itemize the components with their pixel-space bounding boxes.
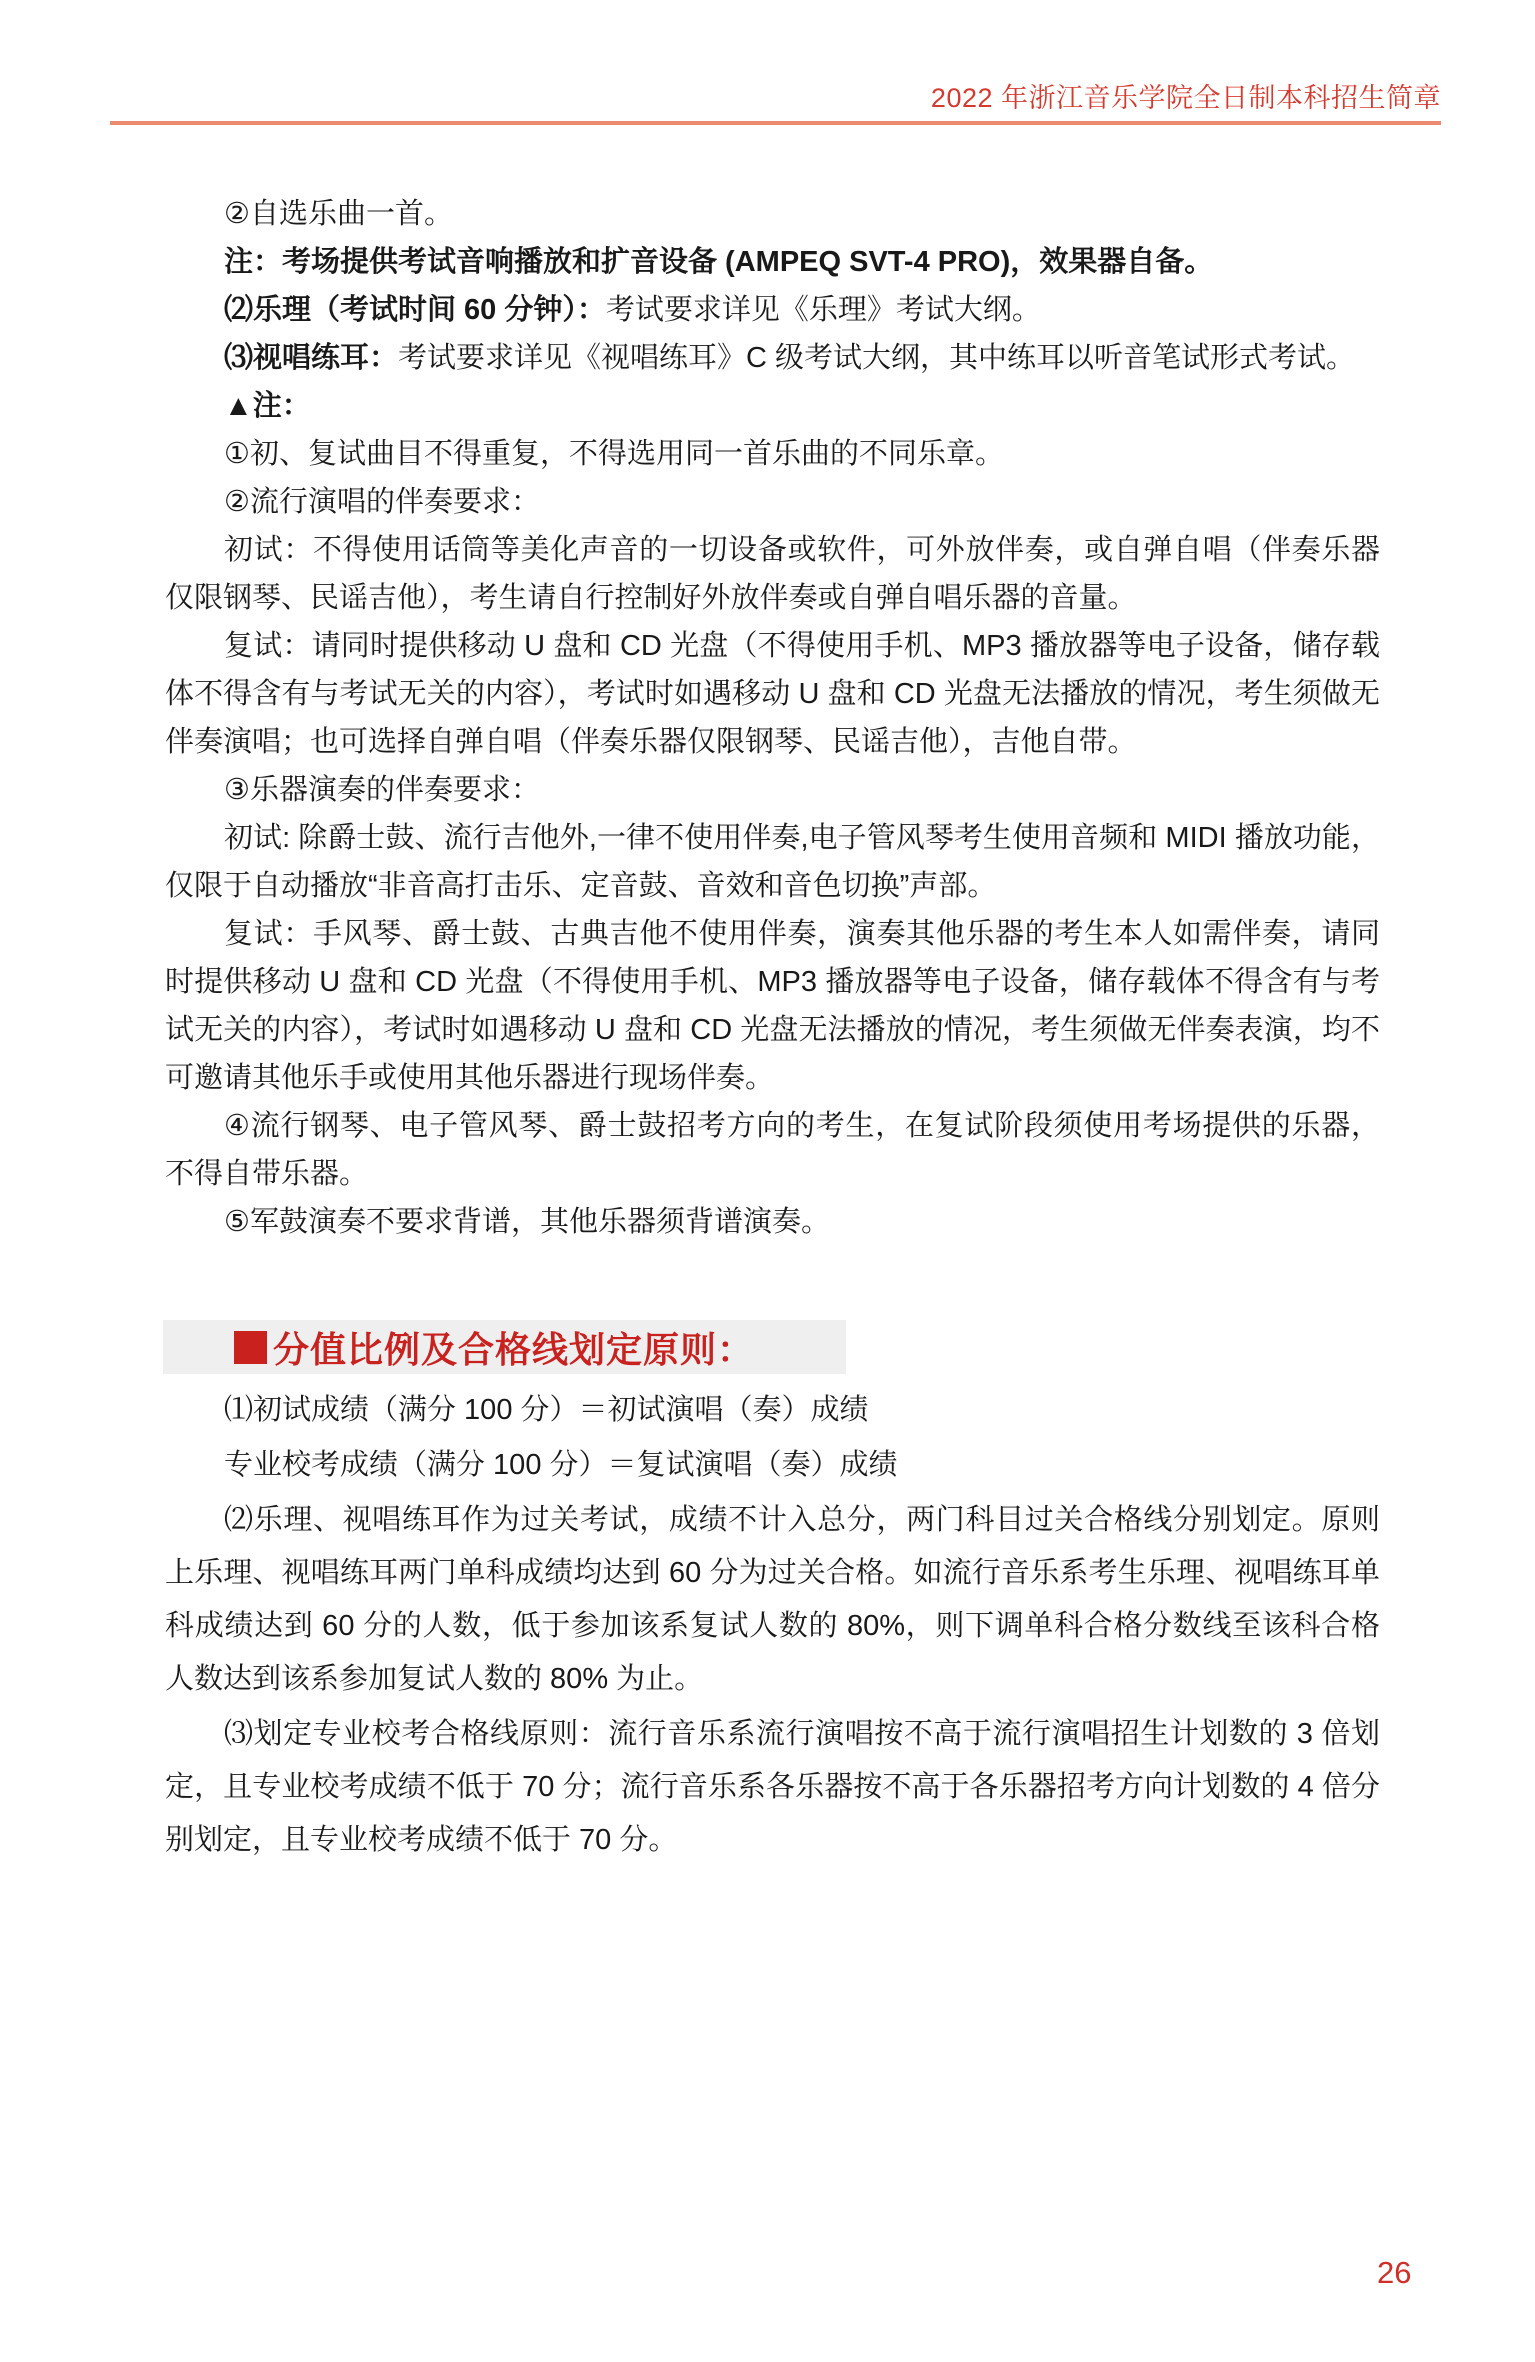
- exam-notes-section: [165, 190, 1380, 1246]
- paragraph: [165, 478, 1380, 526]
- paragraph: [165, 1102, 1380, 1198]
- text-run: ▲注：: [224, 390, 311, 422]
- header-divider: [110, 121, 1441, 125]
- text-run: 初试: 除爵士鼓、流行吉他外,一律不使用伴奏,电子管风琴考生使用音频和 MIDI 播放功能，仅限于自动播放“非音高打击乐、定音鼓、音效和音色切换”声部。: [165, 822, 1380, 902]
- paragraph: [165, 334, 1380, 382]
- text-run: ③乐器演奏的伴奏要求：: [224, 774, 540, 806]
- paragraph: [165, 238, 1380, 286]
- text-run: ⑶视唱练耳：: [224, 342, 399, 374]
- score-ratio-section: [165, 1384, 1380, 1869]
- section-bullet-icon: [234, 1331, 267, 1364]
- paragraph: [165, 766, 1380, 814]
- text-run: ⑤军鼓演奏不要求背谱，其他乐器须背谱演奏。: [224, 1206, 830, 1238]
- paragraph: [165, 526, 1380, 622]
- text-run: 考试要求详见《乐理》考试大纲。: [605, 294, 1041, 326]
- text-run: ⑶划定专业校考合格线原则：流行音乐系流行演唱按不高于流行演唱招生计划数的 3 倍划定，且专业校考成绩不低于 70 分；流行音乐系各乐器按不高于各乐器招考方向计划数的 4 倍分别划定，且专业校考成绩不低于 70 分。: [165, 1718, 1380, 1856]
- text-run: ①初、复试曲目不得重复，不得选用同一首乐曲的不同乐章。: [224, 438, 1004, 470]
- text-run: ②流行演唱的伴奏要求：: [224, 486, 540, 518]
- paragraph: [165, 622, 1380, 766]
- header-title: 2022 年浙江音乐学院全日制本科招生简章: [930, 83, 1441, 113]
- text-run: ⑴初试成绩（满分 100 分）＝初试演唱（奏）成绩: [224, 1394, 869, 1426]
- text-run: 专业校考成绩（满分 100 分）＝复试演唱（奏）成绩: [224, 1449, 898, 1481]
- paragraph: [165, 910, 1380, 1102]
- text-run: 复试：手风琴、爵士鼓、古典吉他不使用伴奏，演奏其他乐器的考生本人如需伴奏，请同时提供移动 U 盘和 CD 光盘（不得使用手机、MP3 播放器等电子设备，储存载体不得含有与考试无关的内容），考试时如遇移动 U 盘和 CD 光盘无法播放的情况，考生须做无伴奏表演，均不可邀请其他乐手或使用其他乐器进行现场伴奏。: [165, 918, 1380, 1094]
- paragraph: [165, 286, 1380, 334]
- text-run: ⑵乐理（考试时间 60 分钟）：: [224, 294, 606, 326]
- paragraph: [165, 190, 1380, 238]
- text-run: ⑵乐理、视唱练耳作为过关考试，成绩不计入总分，两门科目过关合格线分别划定。原则上乐理、视唱练耳两门单科成绩均达到 60 分为过关合格。如流行音乐系考生乐理、视唱练耳单科成绩达到 60 分的人数，低于参加该系复试人数的 80%，则下调单科合格分数线至该科合格人数达到该系参加复试人数的 80% 为止。: [165, 1504, 1380, 1695]
- paragraph: [165, 1198, 1380, 1246]
- paragraph: [165, 1384, 1380, 1437]
- text-run: ②自选乐曲一首。: [224, 198, 453, 230]
- text-run: 考试要求详见《视唱练耳》C 级考试大纲，其中练耳以听音笔试形式考试。: [398, 342, 1356, 374]
- section-heading-bar: [163, 1320, 846, 1374]
- paragraph: [165, 430, 1380, 478]
- text-run: ④流行钢琴、电子管风琴、爵士鼓招考方向的考生，在复试阶段须使用考场提供的乐器，不得自带乐器。: [165, 1110, 1380, 1190]
- page-number: 26: [1377, 2255, 1412, 2290]
- text-run: 初试：不得使用话筒等美化声音的一切设备或软件，可外放伴奏，或自弹自唱（伴奏乐器仅限钢琴、民谣吉他），考生请自行控制好外放伴奏或自弹自唱乐器的音量。: [165, 534, 1380, 614]
- paragraph: [165, 1708, 1380, 1867]
- text-run: 复试：请同时提供移动 U 盘和 CD 光盘（不得使用手机、MP3 播放器等电子设备，储存载体不得含有与考试无关的内容），考试时如遇移动 U 盘和 CD 光盘无法播放的情况，考生须做无伴奏演唱；也可选择自弹自唱（伴奏乐器仅限钢琴、民谣吉他），吉他自带。: [165, 630, 1380, 758]
- text-run: 注：考场提供考试音响播放和扩音设备 (AMPEQ SVT-4 PRO)，效果器自备。: [224, 246, 1214, 278]
- paragraph: [165, 1439, 1380, 1492]
- paragraph: [165, 1494, 1380, 1706]
- paragraph: [165, 382, 1380, 430]
- paragraph: [165, 814, 1380, 910]
- section-heading-text: 分值比例及合格线划定原则：: [273, 1328, 755, 1370]
